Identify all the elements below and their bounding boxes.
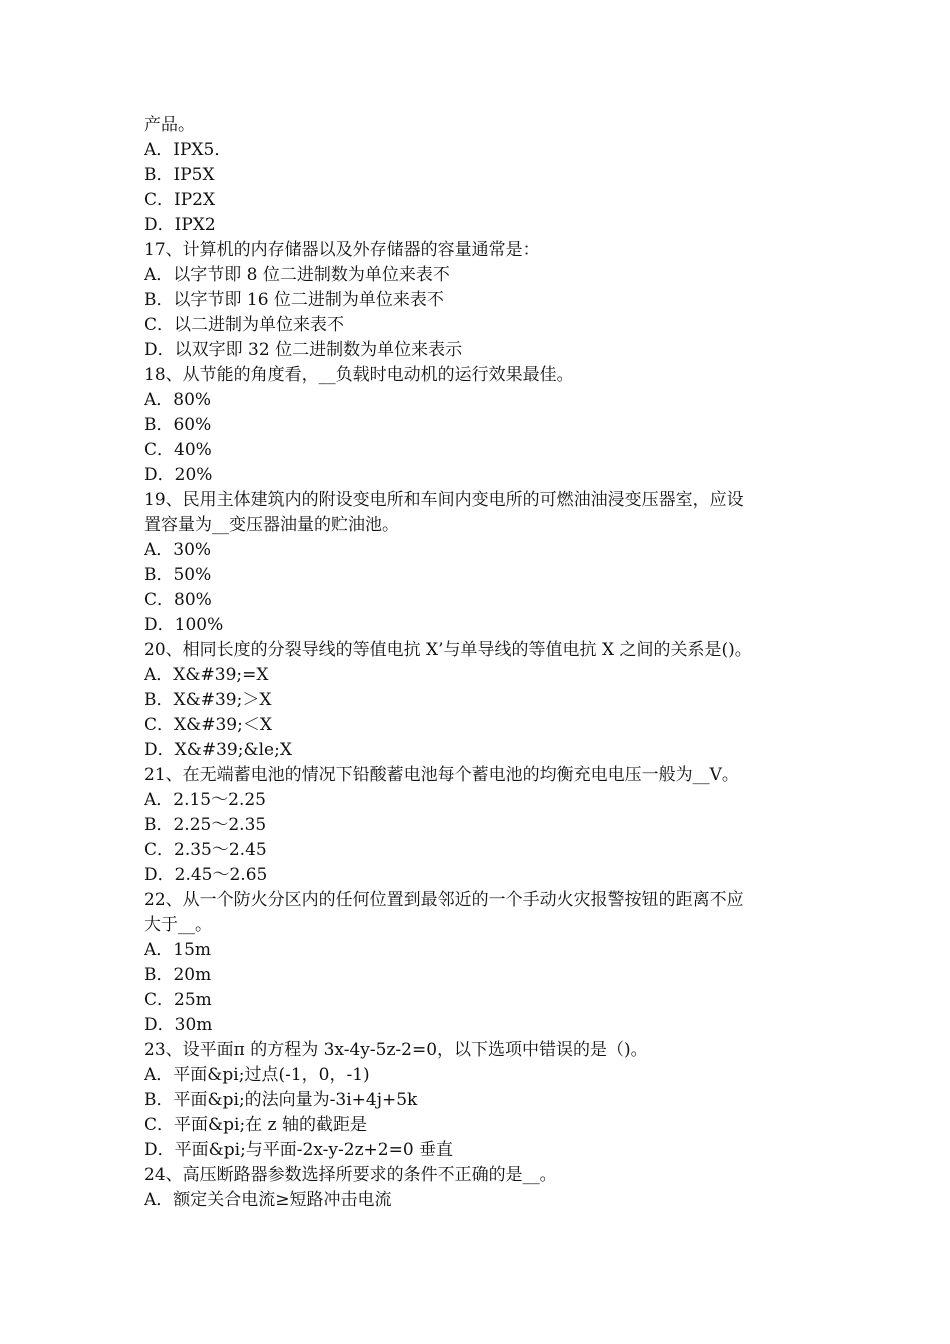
document-body [144, 113, 824, 1213]
text-line: 置容量为__变压器油量的贮油池。 [144, 515, 399, 535]
text-line: B．以字节即 16 位二进制为单位来表不 [144, 290, 444, 310]
text-line: D．20% [144, 465, 213, 485]
text-line: C．X&#39;＜X [144, 715, 272, 735]
text-line: 21、在无端蓄电池的情况下铅酸蓄电池每个蓄电池的均衡充电电压一般为__V。 [144, 765, 739, 785]
text-line: A．30% [144, 540, 212, 560]
text-line: A．IPX5． [144, 140, 232, 160]
text-line: D．平面&pi;与平面-2x-y-2z+2=0 垂直 [144, 1140, 454, 1160]
text-line: C．80% [144, 590, 212, 610]
text-line: 20、相同长度的分裂导线的等值电抗 X’与单导线的等值电抗 X 之间的关系是()。 [144, 640, 752, 660]
text-line: C．2.35～2.45 [144, 840, 267, 860]
text-line: D．X&#39;&le;X [144, 740, 292, 760]
text-line: B．50% [144, 565, 212, 585]
text-line: D．30m [144, 1015, 213, 1035]
text-line: 24、高压断路器参数选择所要求的条件不正确的是__。 [144, 1165, 557, 1185]
text-line: D．2.45～2.65 [144, 865, 268, 885]
text-line: 18、从节能的角度看，__负载时电动机的运行效果最佳。 [144, 365, 574, 385]
text-line: A．平面&pi;过点(-1，0，-1) [144, 1065, 370, 1085]
text-line: A．2.15～2.25 [144, 790, 266, 810]
text-line: C．25m [144, 990, 212, 1010]
text-line: C．以二进制为单位来表不 [144, 315, 345, 335]
text-line: C．平面&pi;在 z 轴的截距是 [144, 1115, 367, 1135]
text-line: B．60% [144, 415, 212, 435]
text-line: A．15m [144, 940, 212, 960]
text-line: B．2.25～2.35 [144, 815, 267, 835]
text-line: B．平面&pi;的法向量为-3i+4j+5k [144, 1090, 418, 1110]
text-line: 产品。 [144, 115, 195, 135]
text-line: D．IPX2 [144, 215, 216, 235]
text-line: A．额定关合电流≥短路冲击电流 [144, 1190, 392, 1210]
text-line: A．以字节即 8 位二进制数为单位来表不 [144, 265, 450, 285]
text-line: 17、计算机的内存储器以及外存储器的容量通常是： [144, 240, 540, 260]
text-line: D．以双字即 32 位二进制数为单位来表示 [144, 340, 463, 360]
text-line: B．X&#39;＞X [144, 690, 272, 710]
text-line: A．X&#39;=X [144, 665, 269, 685]
text-line: B．IP5X [144, 165, 215, 185]
text-line: A．80% [144, 390, 212, 410]
text-line: C．40% [144, 440, 212, 460]
text-line: 大于__。 [144, 915, 212, 935]
text-line: 22、从一个防火分区内的任何位置到最邻近的一个手动火灾报警按钮的距离不应 [144, 890, 744, 910]
text-line: B．20m [144, 965, 212, 985]
text-line: 23、设平面π 的方程为 3x-4y-5z-2=0，以下选项中错误的是（)。 [144, 1040, 648, 1060]
text-line: 19、民用主体建筑内的附设变电所和车间内变电所的可燃油油浸变压器室，应设 [144, 490, 744, 510]
text-line: C．IP2X [144, 190, 216, 210]
text-line: D．100% [144, 615, 224, 635]
